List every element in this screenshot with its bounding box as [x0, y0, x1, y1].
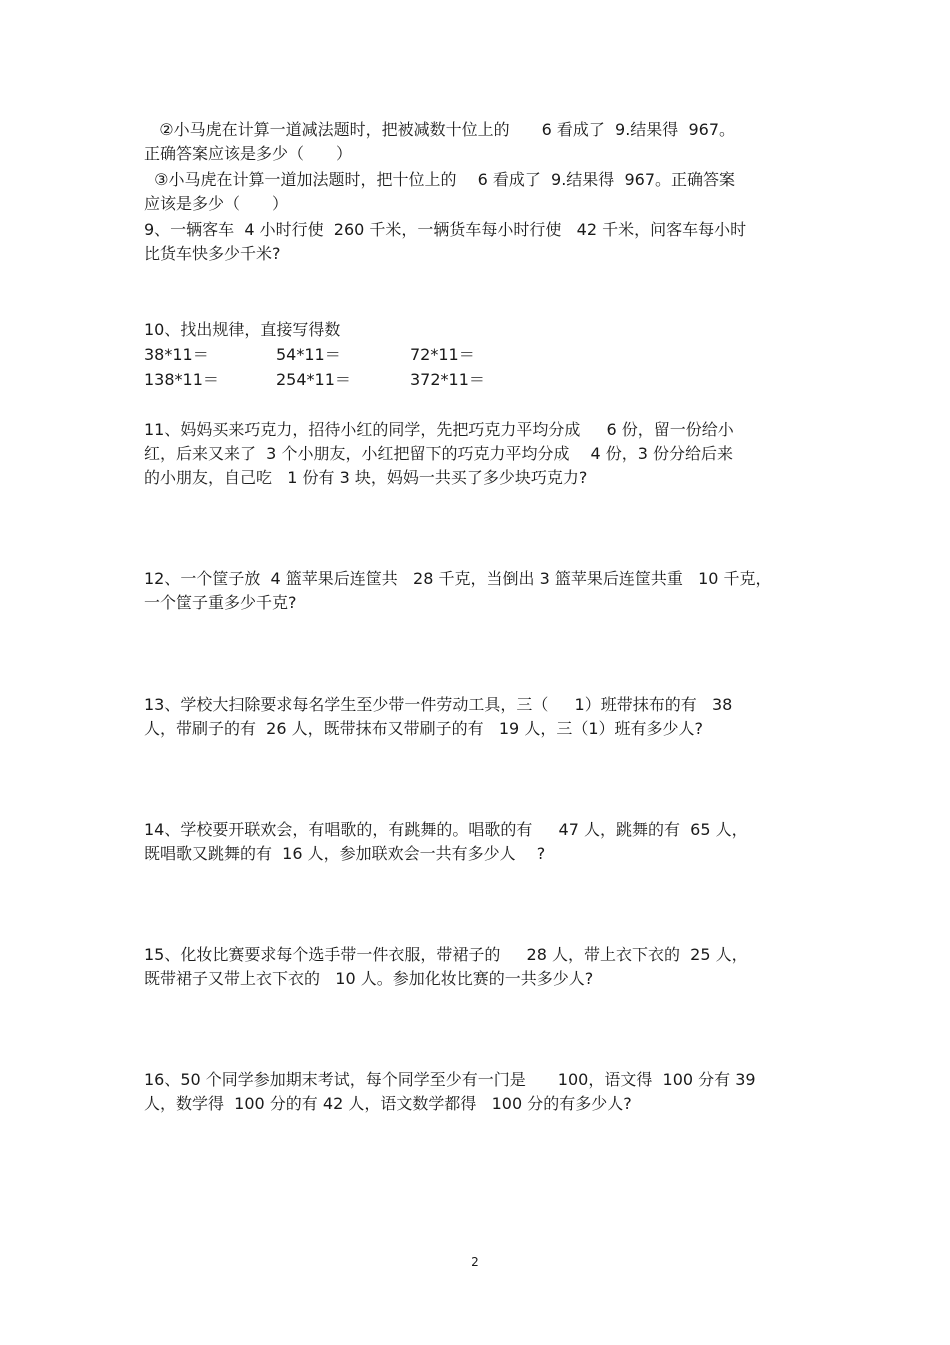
- problem-14-line-2: 既唱歌又跳舞的有 16 人，参加联欢会一共有多少人 ?: [144, 844, 546, 863]
- problem-12-line-1: 12、一个筐子放 4 篮苹果后连筐共 28 千克，当倒出 3 篮苹果后连筐共重 10 千克，: [144, 569, 772, 588]
- page-number: 2: [471, 1255, 479, 1269]
- calc-cell: 72*11＝: [410, 345, 475, 364]
- problem-8-3-line-1: ③小马虎在计算一道加法题时，把十位上的 6 看成了 9.结果得 967。正确答案: [144, 170, 736, 189]
- problem-12-line-2: 一个筐子重多少千克?: [144, 593, 297, 612]
- calc-cell: 254*11＝: [276, 370, 351, 389]
- problem-15-line-2: 既带裙子又带上衣下衣的 10 人。参加化妆比赛的一共多少人?: [144, 969, 594, 988]
- problem-8-2-line-2: 正确答案应该是多少（ ）: [144, 144, 353, 163]
- calc-cell: 372*11＝: [410, 370, 485, 389]
- problem-9-line-1: 9、一辆客车 4 小时行使 260 千米，一辆货车每小时行使 42 千米，问客车每小时: [144, 220, 747, 239]
- calc-cell: 138*11＝: [144, 370, 219, 389]
- problem-13-line-1: 13、学校大扫除要求每名学生至少带一件劳动工具，三（ 1）班带抹布的有 38: [144, 695, 733, 714]
- problem-8-2-line-1: ②小马虎在计算一道减法题时，把被减数十位上的 6 看成了 9.结果得 967。: [144, 120, 736, 139]
- problem-11-line-1: 11、妈妈买来巧克力，招待小红的同学，先把巧克力平均分成 6 份，留一份给小: [144, 420, 734, 439]
- calc-cell: 38*11＝: [144, 345, 209, 364]
- problem-13-line-2: 人，带刷子的有 26 人，既带抹布又带刷子的有 19 人，三（1）班有多少人?: [144, 719, 703, 738]
- calc-cell: 54*11＝: [276, 345, 341, 364]
- problem-16-line-1: 16、50 个同学参加期末考试，每个同学至少有一门是 100，语文得 100 分有 39: [144, 1070, 756, 1089]
- problem-15-line-1: 15、化妆比赛要求每个选手带一件衣服，带裙子的 28 人，带上衣下衣的 25 人，: [144, 945, 748, 964]
- problem-14-line-1: 14、学校要开联欢会，有唱歌的，有跳舞的。唱歌的有 47 人，跳舞的有 65 人，: [144, 820, 748, 839]
- problem-9-line-2: 比货车快多少千米?: [144, 244, 281, 263]
- problem-11-line-3: 的小朋友，自己吃 1 份有 3 块，妈妈一共买了多少块巧克力?: [144, 468, 588, 487]
- problem-16-line-2: 人，数学得 100 分的有 42 人，语文数学都得 100 分的有多少人?: [144, 1094, 632, 1113]
- problem-11-line-2: 红，后来又来了 3 个小朋友，小红把留下的巧克力平均分成 4 份，3 份分给后来: [144, 444, 734, 463]
- problem-10-line-1: 10、找出规律，直接写得数: [144, 320, 341, 339]
- problem-8-3-line-2: 应该是多少（ ）: [144, 194, 289, 213]
